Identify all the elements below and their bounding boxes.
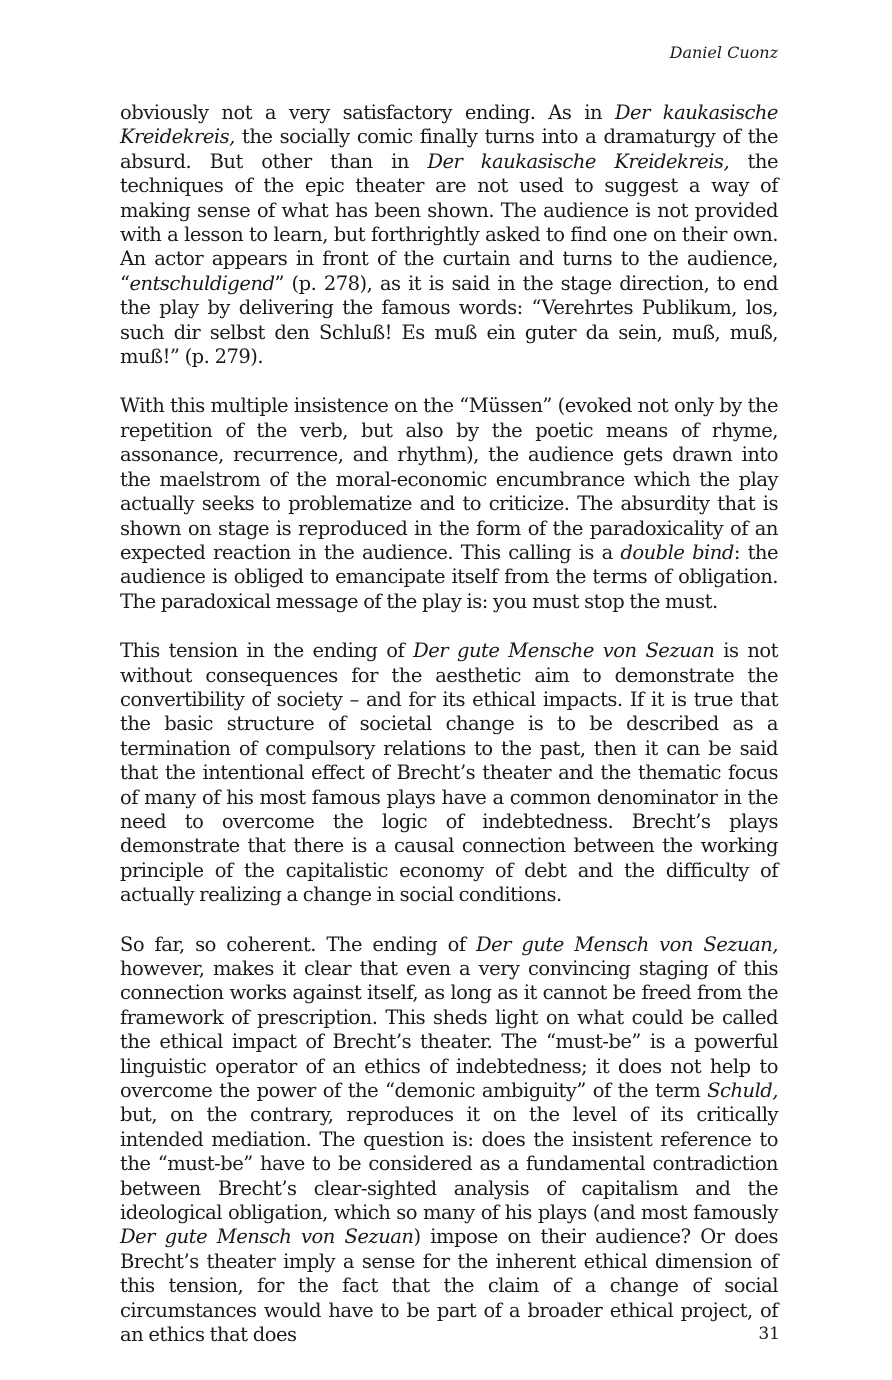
text-run: however, makes it clear that even a very convincing staging of this connection works against itself, as long as it cannot be freed from the framework of prescription. This sheds light on what could be called the ethical impact of Brecht’s theater. The “must-be” is a powerful linguistic operator of an ethics of indebtedness; it does not help to overcome the power of the “demonic ambiguity” of the term [120,957,778,1103]
italic-run: double bind [620,540,734,564]
paragraph [120,394,778,614]
body-text [120,101,778,1373]
paragraph [120,933,778,1348]
text-run: ) impose on their audience? Or does Brecht’s theater imply a sense for the inherent ethical dimension of this tension, for the fact that the claim of a change of social circumstances would have to be part of a broader ethical project, of an ethics that does [120,1225,778,1347]
text-run: is not without consequences for the aesthetic aim to demonstrate the convertibility of society – and for its ethical impacts. If it is true that the basic structure of societal change is to be described as a termination of compulsory relations to the past, then it can be said that the intentional effect of Brecht’s theater and the thematic focus of many of his most famous plays have a common denominator in the need to overcome the logic of indebtedness. Brecht’s plays demonstrate that there is a causal connection between the working principle of the capitalistic economy of debt and the difficulty of actually realizing a change in social conditions. [120,639,778,907]
italic-run: Der gute Mensch von Sezuan, [476,932,778,956]
italic-run: Schuld, [707,1079,778,1103]
italic-run: Der kaukasische Kreidekreis, [120,101,778,149]
text-run: So far, so coherent. The ending of [120,932,476,956]
running-head-author: Daniel Cuonz [669,43,778,62]
text-run: ” (p. 278), as it is said in the stage direction, to end the play by delivering the famous words: “Verehrtes Publikum, los, such dir selbst den Schluß! Es muß ein guter da sein, muß, muß, muß!” (p. 279). [120,271,778,369]
italic-run: Der gute Mensche von Sezuan [413,639,715,663]
paragraph [120,639,778,907]
text-run: With this multiple insistence on the “Müssen” (evoked not only by the repetition of the verb, but also by the poetic means of rhyme, assonance, recurrence, and rhythm), the audience gets drawn into the maelstrom of the moral-economic encumbrance which the play actually seeks to problematize and to criticize. The absurdity that is shown on stage is reproduced in the form of the paradoxicality of an expected reaction in the audience. This calling is a [120,394,778,564]
italic-run: Der kaukasische Kreidekreis, [427,149,730,173]
italic-run: Der gute Mensch von Sezuan [120,1225,414,1249]
text-run: the techniques of the epic theater are not used to suggest a way of making sense of what has been shown. The audience is not provided with a lesson to learn, but forthrightly asked to find one on their own. An actor appears in front of the curtain and turns to the audience, “ [120,149,778,295]
text-run: : the audience is obliged to emancipate itself from the terms of obligation. The paradoxical message of the play is: you must stop the must. [120,540,779,613]
text-run: This tension in the ending of [120,639,414,663]
text-run: the socially comic finally turns into a dramaturgy of the absurd. But other than in [120,125,778,173]
paragraph [120,101,778,369]
italic-run: entschuldigend [129,271,275,295]
page-number: 31 [758,1324,780,1344]
text-run: obviously not a very satisfactory ending. As in [120,101,615,124]
text-run: but, on the contrary, reproduces it on the level of its critically intended mediation. The question is: does the insistent reference to the “must-be” have to be considered as a fundamental contradiction between Brecht’s clear-sighted analysis of capitalism and the ideological obligation, which so many of his plays (and most famously [120,1103,778,1225]
